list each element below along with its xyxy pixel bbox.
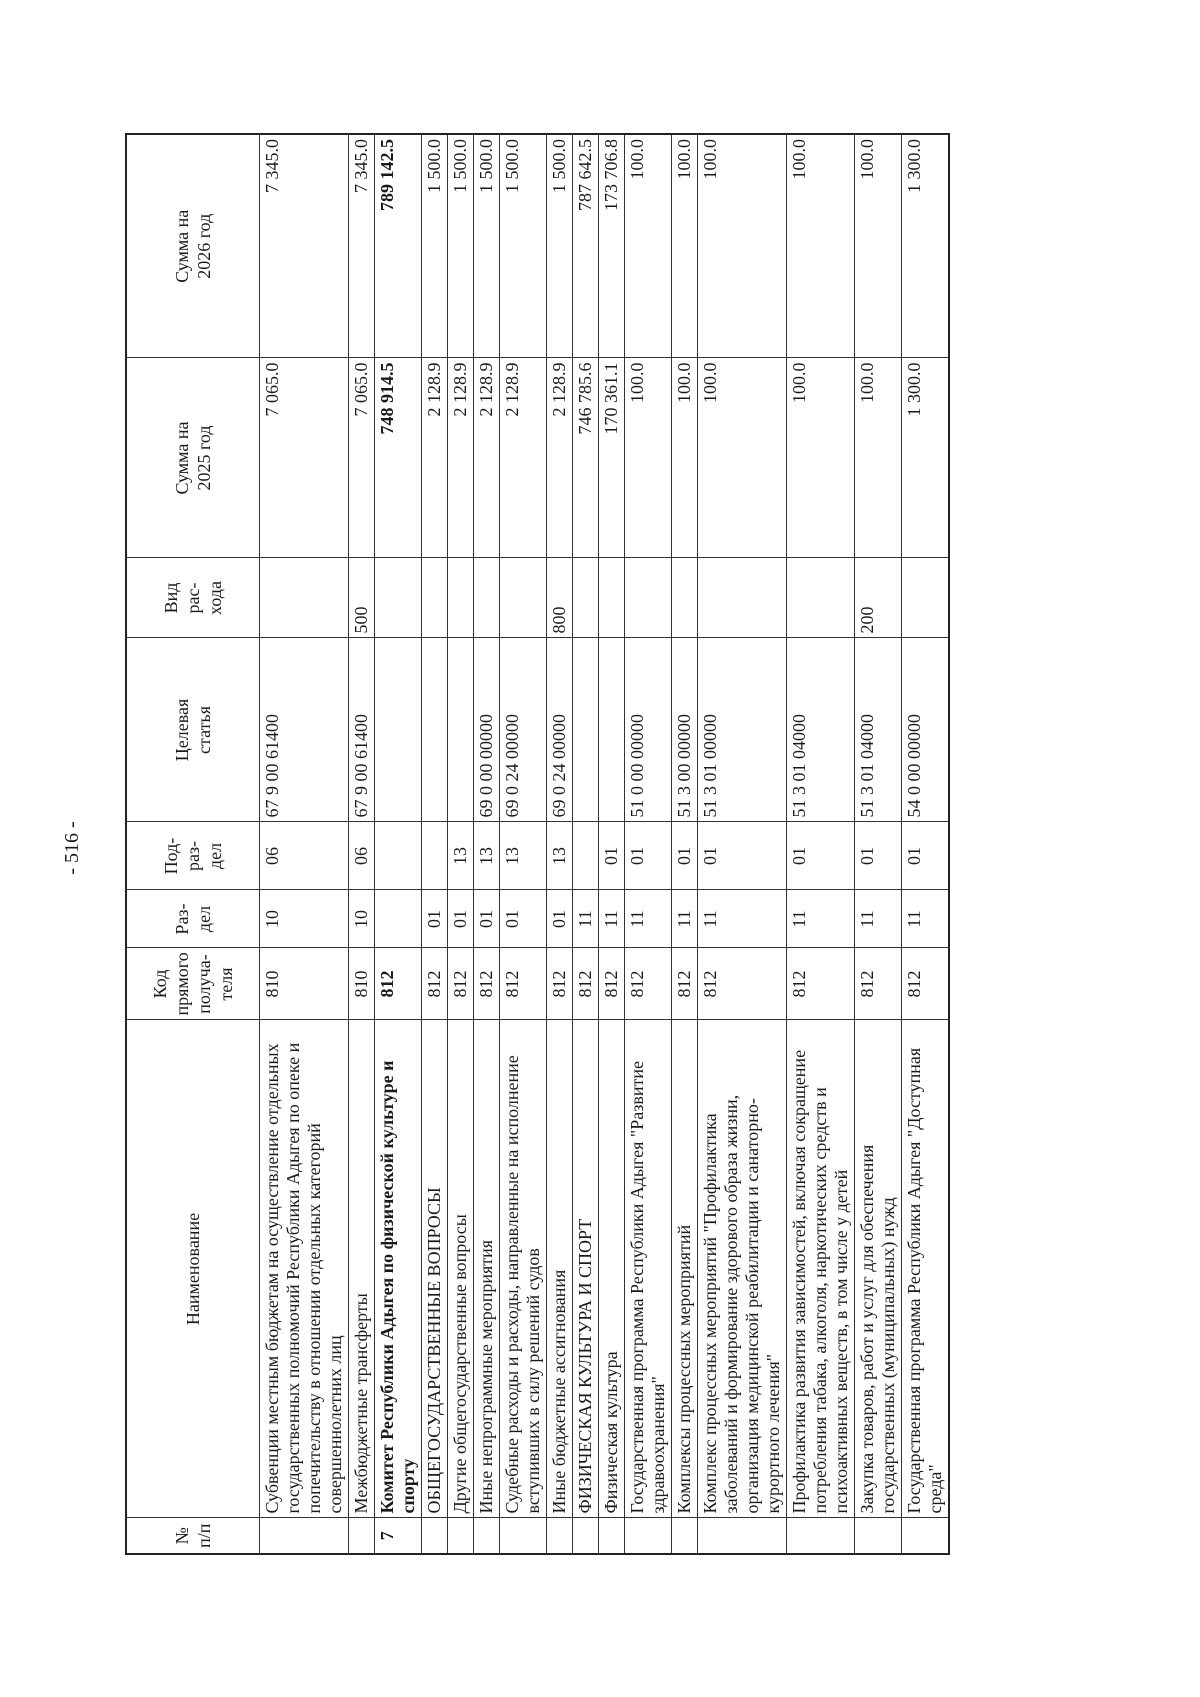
- cell-code: 812: [672, 948, 698, 1020]
- cell-tselevaya: [599, 638, 625, 822]
- header-code-text: Код прямого получа- теля: [150, 952, 236, 1016]
- cell-sum2026: 1 500.0: [448, 134, 474, 358]
- cell-vid: 500: [349, 558, 375, 638]
- header-sum2025-text: Сумма на 2025 год: [172, 421, 214, 495]
- cell-num: [422, 1518, 448, 1554]
- table-row: [500, 134, 547, 1554]
- cell-name: Иные непрограммные мероприятия: [474, 1020, 500, 1518]
- cell-sum2025: 2 128.9: [448, 358, 474, 558]
- cell-tselevaya: 51 3 01 04000: [787, 638, 855, 822]
- cell-razdel: 01: [474, 890, 500, 948]
- table-row: [698, 134, 787, 1554]
- cell-razdel: 11: [625, 890, 672, 948]
- cell-code: 812: [599, 948, 625, 1020]
- cell-num: [625, 1518, 672, 1554]
- cell-razdel: 11: [698, 890, 787, 948]
- cell-tselevaya: 51 3 00 00000: [672, 638, 698, 822]
- cell-sum2025: 100.0: [625, 358, 672, 558]
- cell-podrazdel: 06: [349, 822, 375, 890]
- cell-vid: [422, 558, 448, 638]
- cell-sum2025: 170 361.1: [599, 358, 625, 558]
- cell-sum2026: 100.0: [787, 134, 855, 358]
- header-podrazdel-text: Под- раз- дел: [161, 837, 225, 875]
- cell-code: 812: [500, 948, 547, 1020]
- cell-num: [787, 1518, 855, 1554]
- cell-sum2025: 2 128.9: [474, 358, 500, 558]
- cell-sum2025: 100.0: [787, 358, 855, 558]
- header-sum2025: [126, 358, 260, 558]
- cell-name: Государственная программа Республики Адыгея "Доступная среда": [902, 1020, 950, 1518]
- cell-razdel: 01: [448, 890, 474, 948]
- header-sum2026: [126, 134, 260, 358]
- cell-vid: [787, 558, 855, 638]
- cell-tselevaya: 67 9 00 61400: [349, 638, 375, 822]
- table-row: [625, 134, 672, 1554]
- cell-razdel: 11: [573, 890, 599, 948]
- cell-razdel: 01: [422, 890, 448, 948]
- table-row: [474, 134, 500, 1554]
- cell-sum2026: 7 345.0: [260, 134, 349, 358]
- cell-code: 810: [260, 948, 349, 1020]
- header-num: [126, 1518, 260, 1554]
- table-header-row: [126, 134, 260, 1554]
- rotated-table-container: [125, 135, 950, 1555]
- cell-sum2026: 7 345.0: [349, 134, 375, 358]
- cell-podrazdel: 13: [474, 822, 500, 890]
- cell-podrazdel: 13: [448, 822, 474, 890]
- cell-sum2026: 1 500.0: [474, 134, 500, 358]
- cell-vid: [448, 558, 474, 638]
- header-vid-text: Вид рас- хода: [161, 581, 225, 615]
- cell-code: 812: [422, 948, 448, 1020]
- header-vid: [126, 558, 260, 638]
- cell-tselevaya: [573, 638, 599, 822]
- cell-vid: [672, 558, 698, 638]
- cell-podrazdel: [573, 822, 599, 890]
- table-row: [448, 134, 474, 1554]
- table-row: [375, 134, 422, 1554]
- cell-sum2025: 1 300.0: [902, 358, 950, 558]
- cell-sum2026: 789 142.5: [375, 134, 422, 358]
- cell-name: Иные бюджетные ассигнования: [547, 1020, 573, 1518]
- cell-podrazdel: [422, 822, 448, 890]
- cell-sum2026: 100.0: [698, 134, 787, 358]
- cell-code: 812: [625, 948, 672, 1020]
- cell-name: ФИЗИЧЕСКАЯ КУЛЬТУРА И СПОРТ: [573, 1020, 599, 1518]
- cell-sum2026: 1 500.0: [500, 134, 547, 358]
- header-podrazdel: [126, 822, 260, 890]
- cell-sum2025: 2 128.9: [422, 358, 448, 558]
- cell-tselevaya: 69 0 24 00000: [500, 638, 547, 822]
- cell-code: 812: [448, 948, 474, 1020]
- table-row: [422, 134, 448, 1554]
- cell-tselevaya: 51 3 01 00000: [698, 638, 787, 822]
- header-num-text: № п/п: [172, 1523, 214, 1548]
- table-row: [260, 134, 349, 1554]
- cell-tselevaya: [375, 638, 422, 822]
- cell-sum2025: 100.0: [672, 358, 698, 558]
- cell-tselevaya: 69 0 24 00000: [547, 638, 573, 822]
- header-razdel-text: Раз- дел: [172, 903, 214, 935]
- header-tselevaya: [126, 638, 260, 822]
- cell-vid: [500, 558, 547, 638]
- cell-podrazdel: 06: [260, 822, 349, 890]
- cell-razdel: [375, 890, 422, 948]
- cell-razdel: 10: [260, 890, 349, 948]
- cell-num: [573, 1518, 599, 1554]
- cell-num: [474, 1518, 500, 1554]
- cell-num: [547, 1518, 573, 1554]
- table-row: [349, 134, 375, 1554]
- cell-sum2025: 2 128.9: [547, 358, 573, 558]
- cell-sum2026: 1 500.0: [547, 134, 573, 358]
- cell-sum2025: 2 128.9: [500, 358, 547, 558]
- cell-code: 812: [375, 948, 422, 1020]
- cell-podrazdel: 01: [787, 822, 855, 890]
- cell-razdel: 11: [855, 890, 902, 948]
- cell-sum2026: 1 500.0: [422, 134, 448, 358]
- cell-podrazdel: 13: [500, 822, 547, 890]
- cell-code: 810: [349, 948, 375, 1020]
- cell-vid: [698, 558, 787, 638]
- cell-tselevaya: 67 9 00 61400: [260, 638, 349, 822]
- cell-sum2026: 787 642.5: [573, 134, 599, 358]
- cell-num: [672, 1518, 698, 1554]
- cell-code: 812: [855, 948, 902, 1020]
- cell-sum2025: 7 065.0: [349, 358, 375, 558]
- cell-name: Физическая культура: [599, 1020, 625, 1518]
- cell-code: 812: [573, 948, 599, 1020]
- cell-vid: [902, 558, 950, 638]
- cell-tselevaya: 69 0 00 00000: [474, 638, 500, 822]
- cell-tselevaya: [422, 638, 448, 822]
- cell-name: Комплекс процессных мероприятий "Профилактика заболеваний и формирование здорового образа жизни, организация медицинской реабилитации и санаторно-курортного лечения": [698, 1020, 787, 1518]
- table-row: [902, 134, 950, 1554]
- cell-name: ОБЩЕГОСУДАРСТВЕННЫЕ ВОПРОСЫ: [422, 1020, 448, 1518]
- cell-sum2026: 1 300.0: [902, 134, 950, 358]
- header-razdel: [126, 890, 260, 948]
- cell-podrazdel: 01: [902, 822, 950, 890]
- cell-sum2026: 100.0: [672, 134, 698, 358]
- cell-code: 812: [698, 948, 787, 1020]
- page-number: - 516 -: [61, 821, 83, 875]
- header-sum2026-text: Сумма на 2026 год: [172, 209, 214, 283]
- cell-sum2026: 100.0: [625, 134, 672, 358]
- cell-vid: [599, 558, 625, 638]
- cell-podrazdel: 01: [599, 822, 625, 890]
- cell-razdel: 11: [787, 890, 855, 948]
- cell-vid: [625, 558, 672, 638]
- cell-code: 812: [474, 948, 500, 1020]
- cell-vid: [573, 558, 599, 638]
- cell-num: 7: [375, 1518, 422, 1554]
- cell-num: [448, 1518, 474, 1554]
- header-code: [126, 948, 260, 1020]
- cell-num: [599, 1518, 625, 1554]
- cell-vid: [260, 558, 349, 638]
- table-row: [573, 134, 599, 1554]
- cell-name: Судебные расходы и расходы, направленные на исполнение вступивших в силу решений судов: [500, 1020, 547, 1518]
- cell-num: [855, 1518, 902, 1554]
- cell-razdel: 10: [349, 890, 375, 948]
- cell-sum2025: 748 914.5: [375, 358, 422, 558]
- cell-tselevaya: 51 3 01 04000: [855, 638, 902, 822]
- cell-tselevaya: 54 0 00 00000: [902, 638, 950, 822]
- cell-sum2026: 173 706.8: [599, 134, 625, 358]
- table-row: [547, 134, 573, 1554]
- cell-vid: 200: [855, 558, 902, 638]
- cell-sum2025: 746 785.6: [573, 358, 599, 558]
- cell-num: [349, 1518, 375, 1554]
- cell-num: [260, 1518, 349, 1554]
- cell-podrazdel: [375, 822, 422, 890]
- table-row: [672, 134, 698, 1554]
- cell-razdel: 01: [500, 890, 547, 948]
- header-name: [126, 1020, 260, 1518]
- cell-razdel: 11: [672, 890, 698, 948]
- cell-podrazdel: 01: [698, 822, 787, 890]
- cell-name: Другие общегосударственные вопросы: [448, 1020, 474, 1518]
- cell-podrazdel: 01: [855, 822, 902, 890]
- cell-name: Государственная программа Республики Адыгея "Развитие здравоохранения": [625, 1020, 672, 1518]
- cell-razdel: 11: [599, 890, 625, 948]
- cell-sum2025: 100.0: [698, 358, 787, 558]
- cell-num: [698, 1518, 787, 1554]
- table-row: [599, 134, 625, 1554]
- cell-num: [902, 1518, 950, 1554]
- cell-vid: 800: [547, 558, 573, 638]
- cell-num: [500, 1518, 547, 1554]
- cell-razdel: 01: [547, 890, 573, 948]
- cell-name: Комитет Республики Адыгея по физической культуре и спорту: [375, 1020, 422, 1518]
- cell-razdel: 11: [902, 890, 950, 948]
- budget-table: [125, 133, 950, 1555]
- cell-tselevaya: [448, 638, 474, 822]
- cell-sum2026: 100.0: [855, 134, 902, 358]
- cell-code: 812: [547, 948, 573, 1020]
- cell-name: Комплексы процессных мероприятий: [672, 1020, 698, 1518]
- header-tselevaya-text: Целевая статья: [172, 698, 214, 762]
- cell-code: 812: [902, 948, 950, 1020]
- header-name-text: Наименование: [183, 1212, 203, 1326]
- cell-vid: [375, 558, 422, 638]
- cell-tselevaya: 51 0 00 00000: [625, 638, 672, 822]
- cell-code: 812: [787, 948, 855, 1020]
- cell-name: Субвенции местным бюджетам на осуществление отдельных государственных полномочий Республики Адыгея по опеке и попечительству в отношении отдельных категорий совершеннолетних лиц: [260, 1020, 349, 1518]
- cell-podrazdel: 01: [672, 822, 698, 890]
- cell-podrazdel: 01: [625, 822, 672, 890]
- cell-podrazdel: 13: [547, 822, 573, 890]
- cell-name: Профилактика развития зависимостей, включая сокращение потребления табака, алкоголя, наркотических средств и психоактивных веществ, в том числе у детей: [787, 1020, 855, 1518]
- cell-sum2025: 7 065.0: [260, 358, 349, 558]
- cell-name: Межбюджетные трансферты: [349, 1020, 375, 1518]
- table-row: [855, 134, 902, 1554]
- table-row: [787, 134, 855, 1554]
- cell-name: Закупка товаров, работ и услуг для обеспечения государственных (муниципальных) нужд: [855, 1020, 902, 1518]
- cell-vid: [474, 558, 500, 638]
- cell-sum2025: 100.0: [855, 358, 902, 558]
